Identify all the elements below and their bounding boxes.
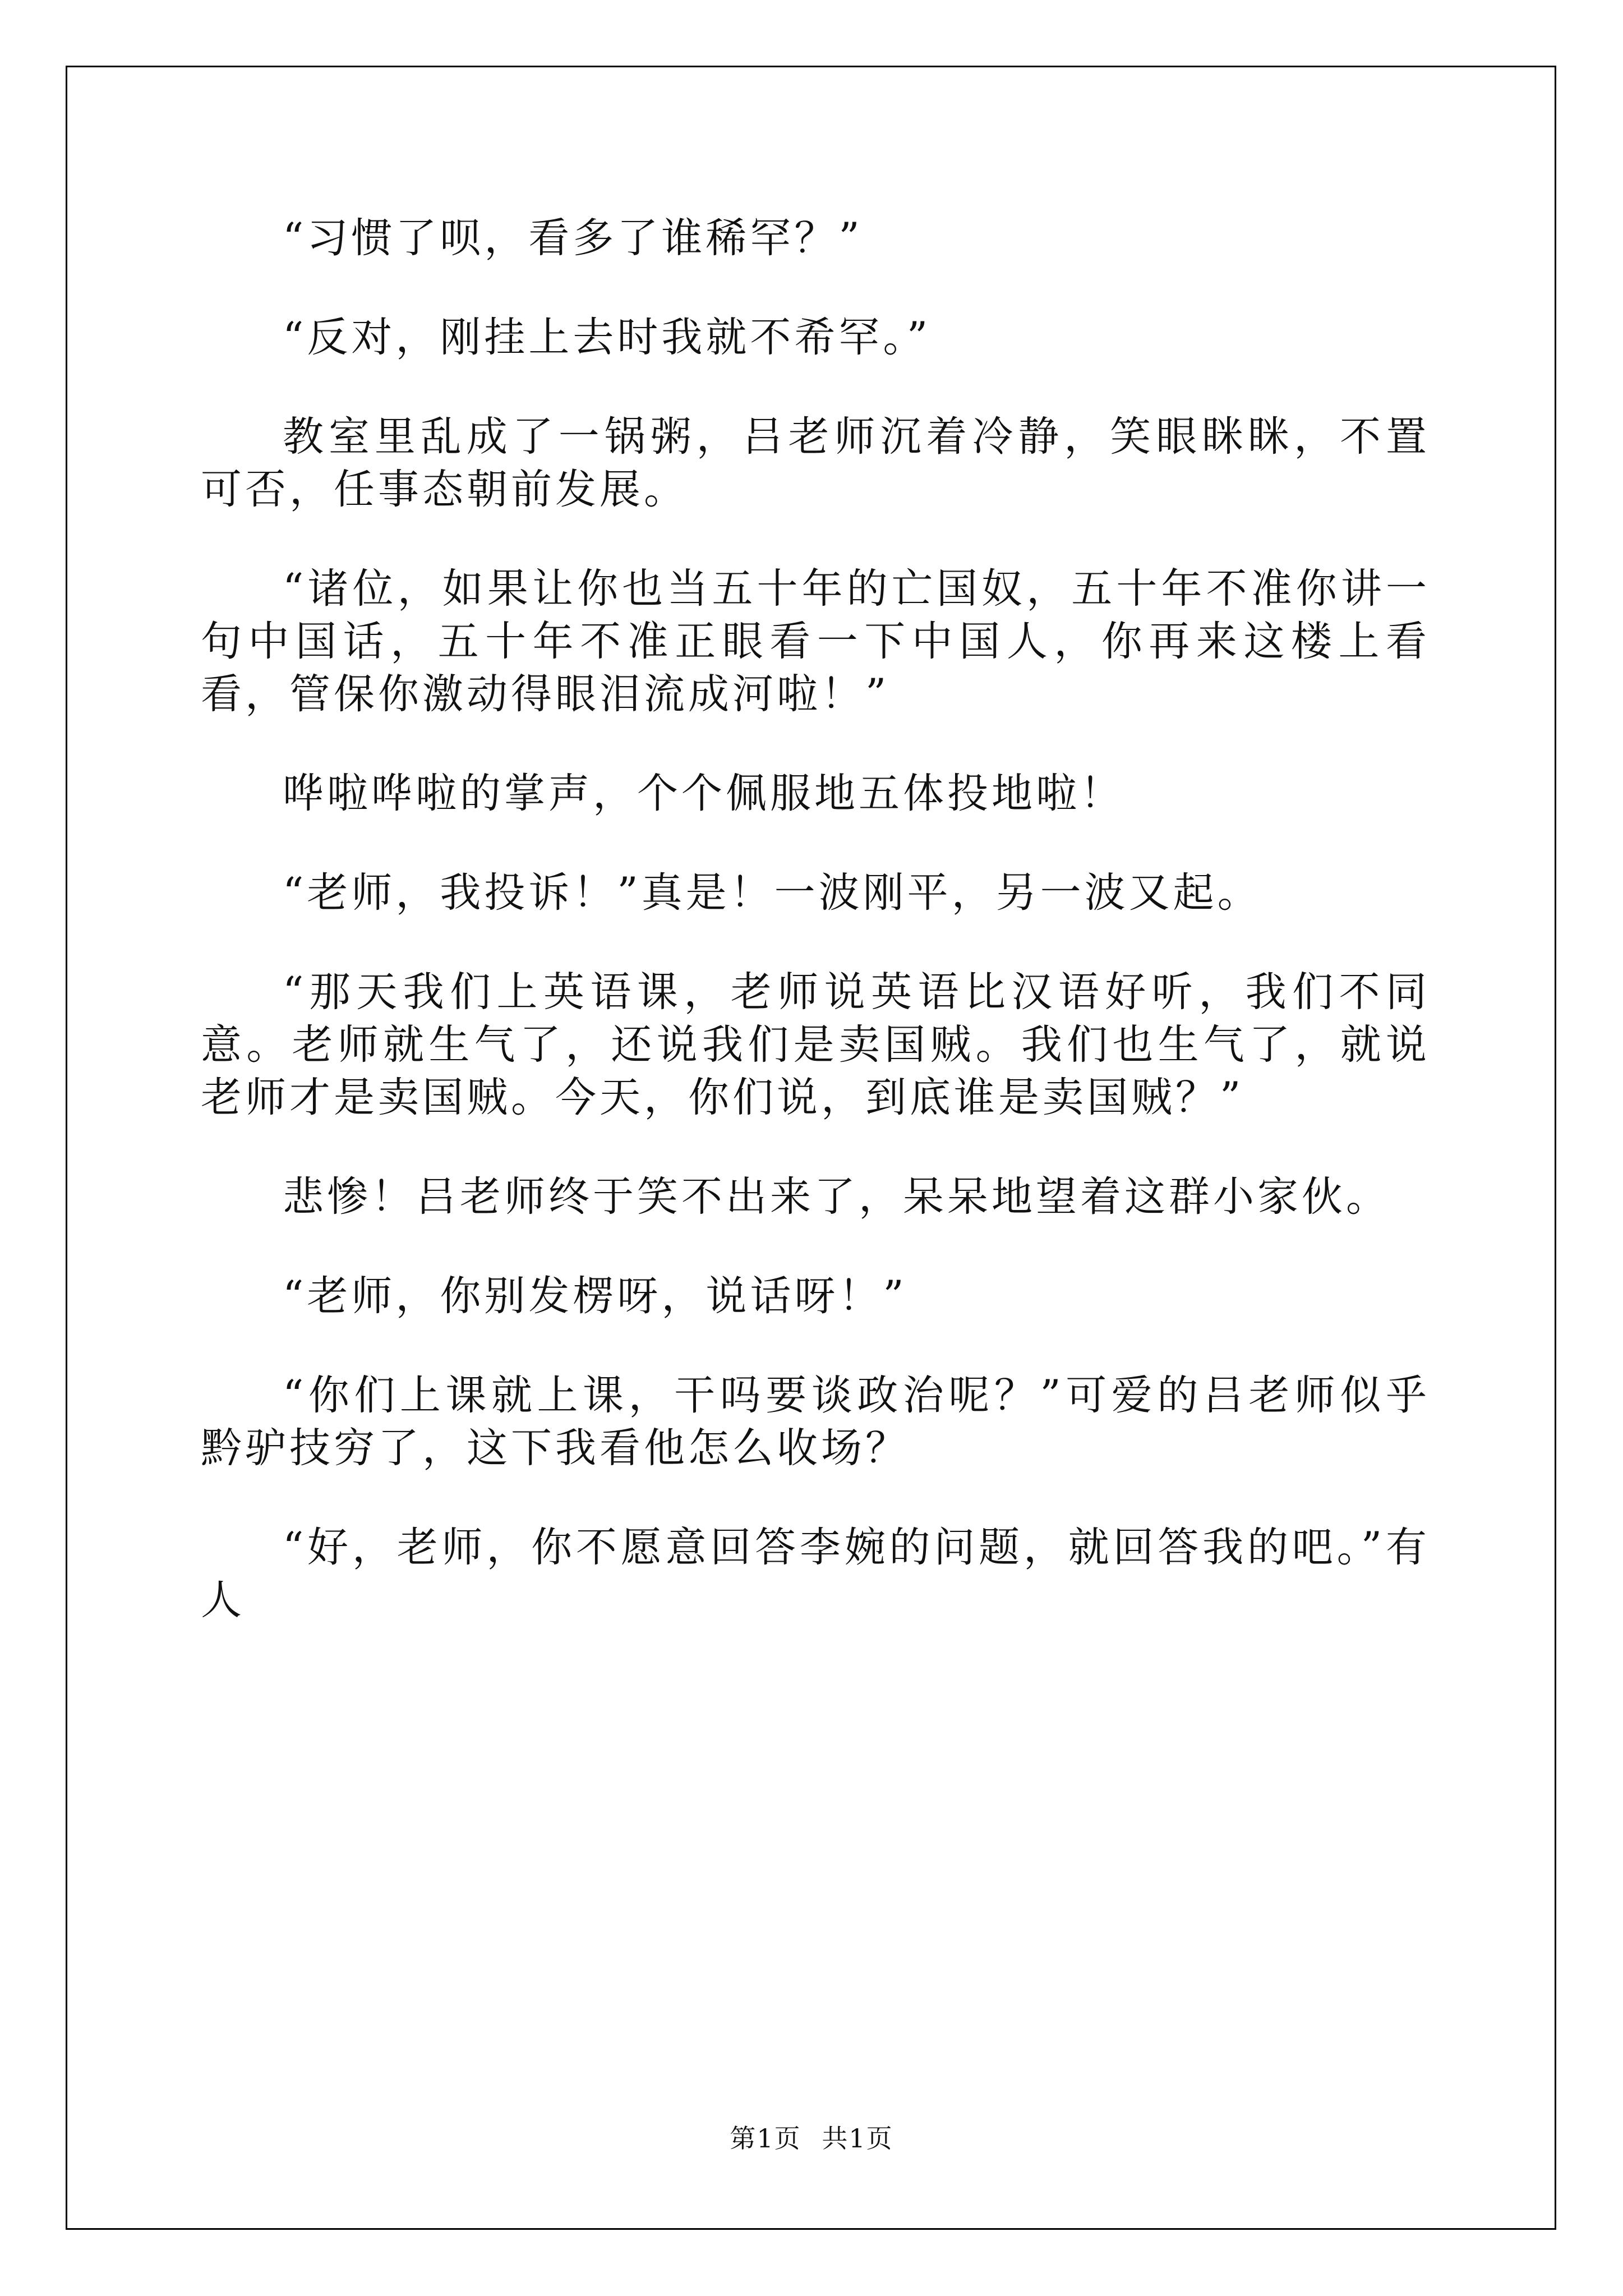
paragraph: 哗啦哗啦的掌声，个个佩服地五体投地啦！ bbox=[283, 770, 1124, 817]
page-number: 第1页 bbox=[730, 2123, 801, 2154]
paragraph: “反对，刚挂上去时我就不希罕。” bbox=[283, 314, 932, 361]
paragraph: “你们上课就上课，干吗要谈政治呢？”可爱的吕老师似乎黔驴技穷了，这下我看他怎么收场？ bbox=[201, 1372, 1430, 1472]
paragraph: “那天我们上英语课，老师说英语比汉语好听，我们不同意。老师就生气了，还说我们是卖国贼。我们也生气了，就说老师才是卖国贼。今天，你们说，到底谁是卖国贼？” bbox=[201, 968, 1430, 1121]
paragraph: “老师，你别发楞呀，说话呀！” bbox=[283, 1272, 907, 1320]
page-footer bbox=[0, 2118, 1623, 2155]
paragraph: “老师，我投诉！”真是！一波刚平，另一波又起。 bbox=[283, 869, 1262, 917]
page-total: 共1页 bbox=[822, 2123, 893, 2154]
paragraph: 教室里乱成了一锅粥，吕老师沉着冷静，笑眼眯眯，不置可否，任事态朝前发展。 bbox=[201, 413, 1430, 513]
paragraph: “诸位，如果让你也当五十年的亡国奴，五十年不准你讲一句中国话，五十年不准正眼看一下中国人，你再来这楼上看看，管保你激动得眼泪流成河啦！” bbox=[201, 565, 1430, 718]
paragraph: “习惯了呗，看多了谁稀罕？” bbox=[283, 214, 863, 262]
document-body bbox=[201, 212, 1430, 1673]
paragraph: “好，老师，你不愿意回答李婉的问题，就回答我的吧。”有人 bbox=[201, 1524, 1430, 1624]
paragraph: 悲惨！吕老师终于笑不出来了，呆呆地望着这群小家伙。 bbox=[283, 1173, 1390, 1221]
